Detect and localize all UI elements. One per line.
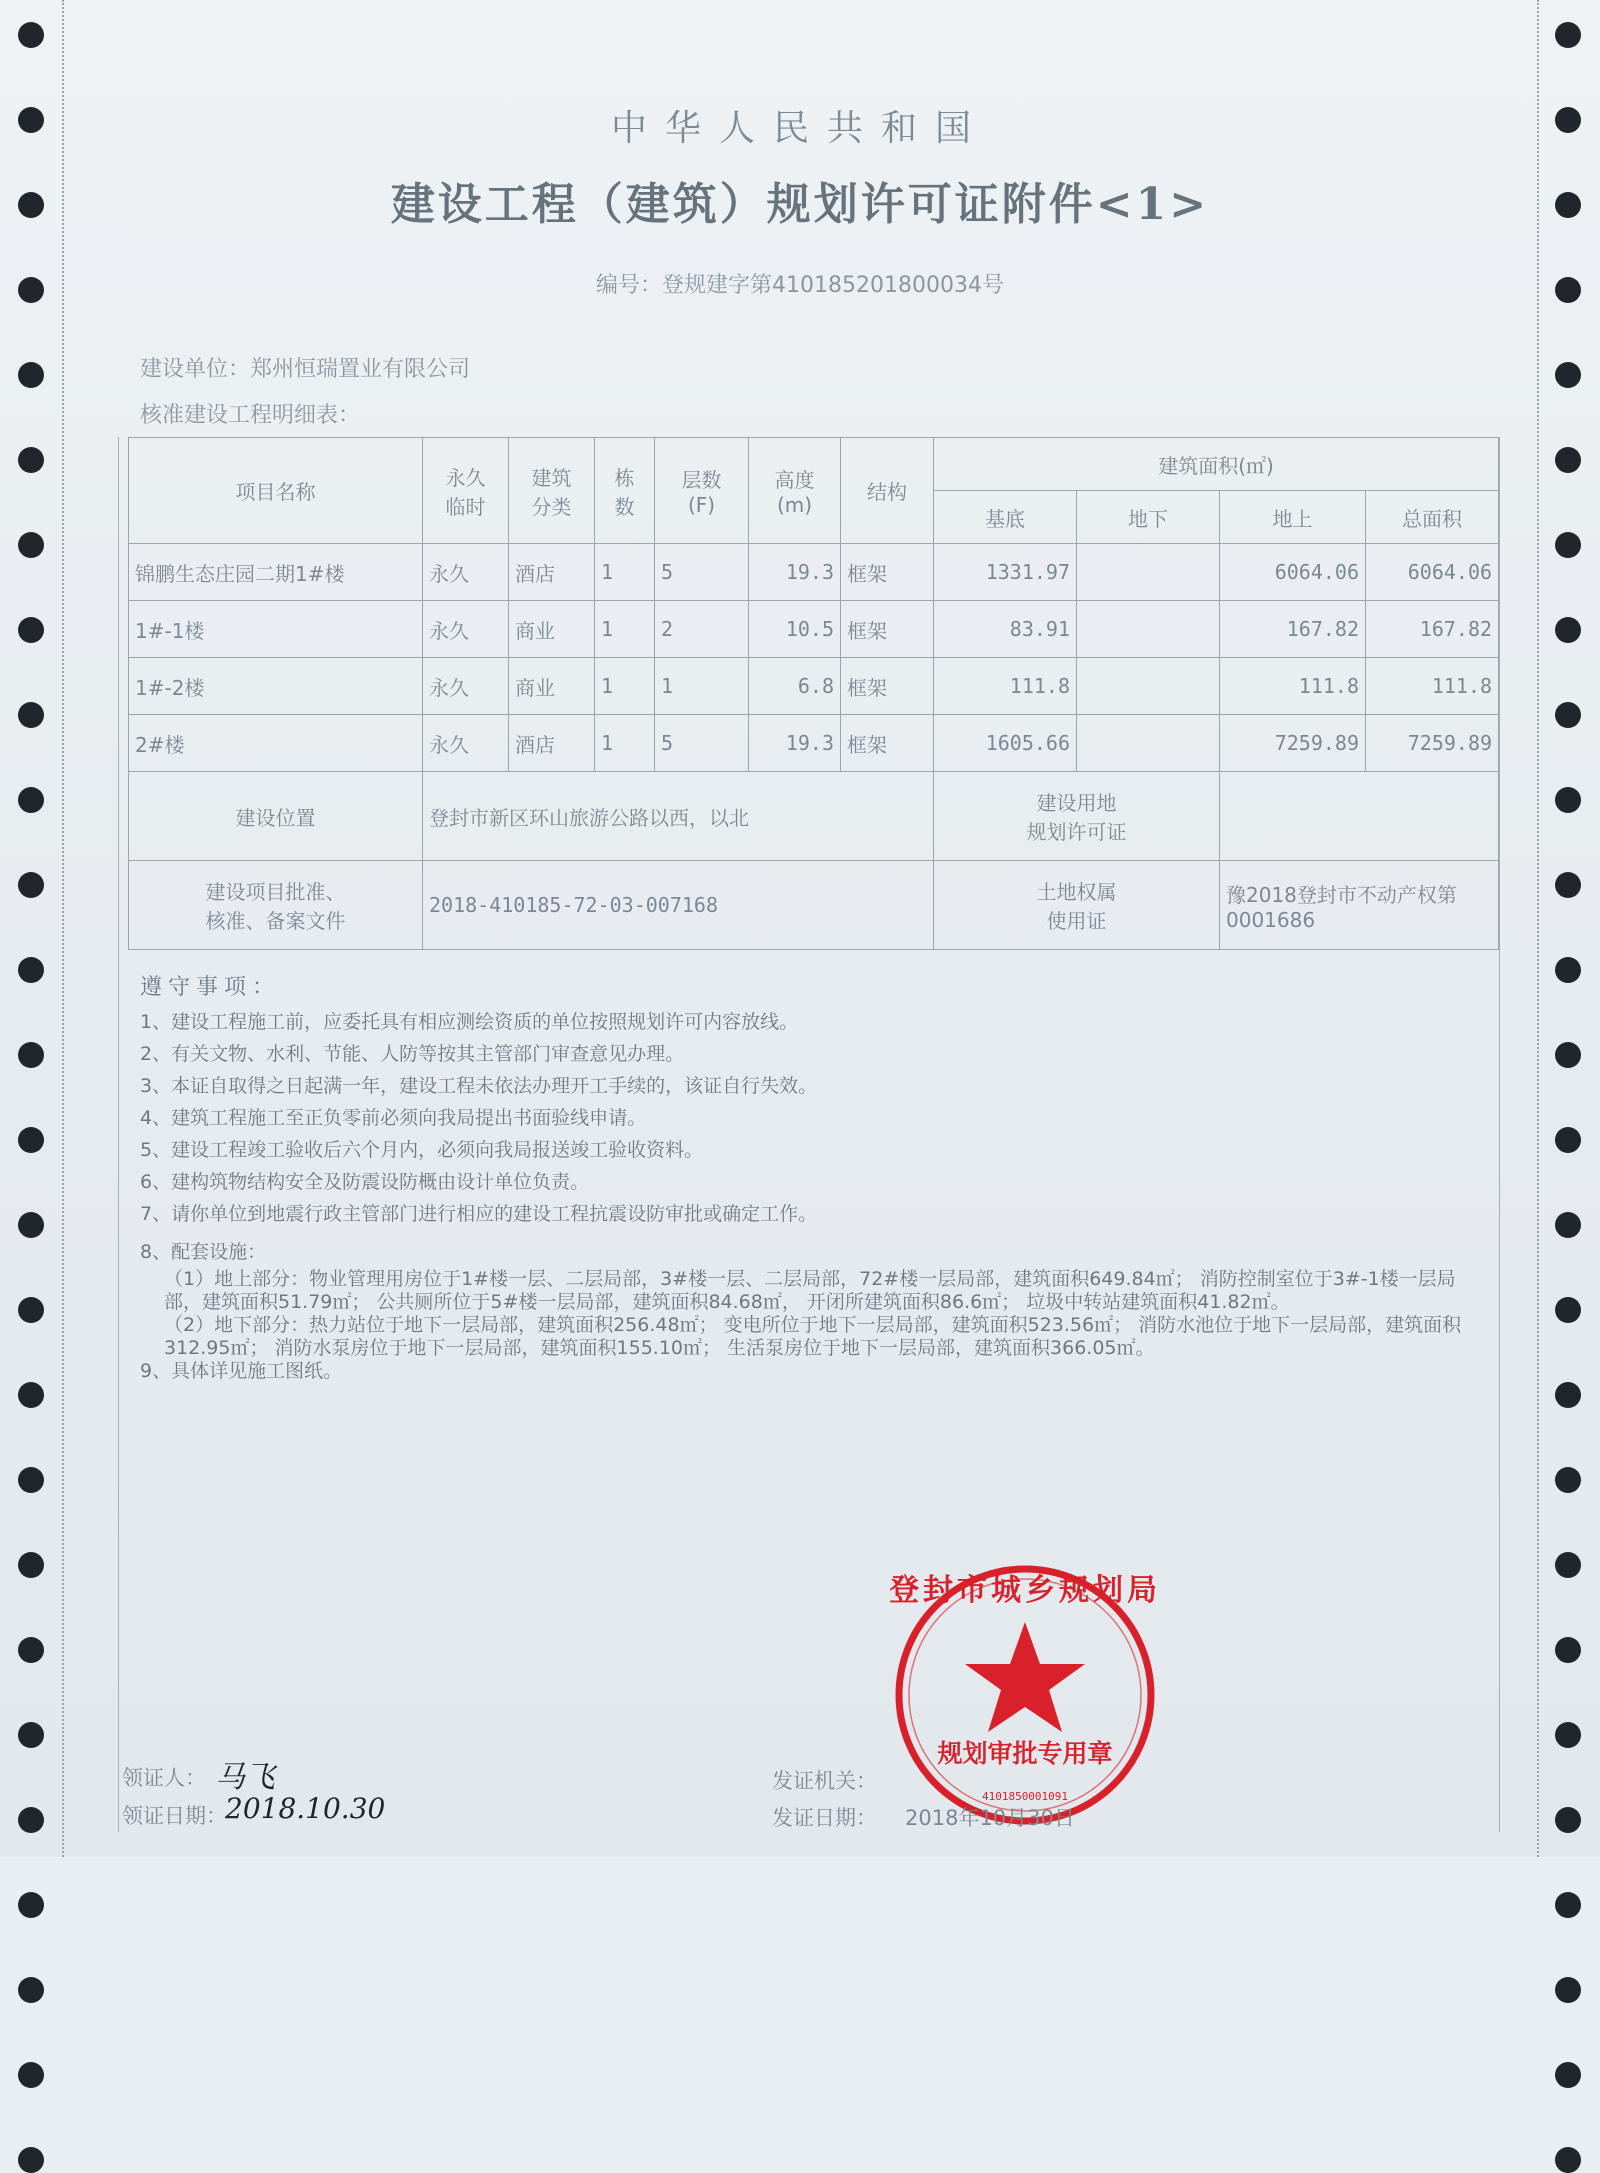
note-item-4: 4、建筑工程施工至正负零前必须向我局提出书面验线申请。 [140,1107,647,1129]
tractor-hole [18,872,44,898]
permit-number: 编号：登规建字第410185201800034号 [596,273,1004,298]
note-item-5: 5、建设工程竣工验收后六个月内，必须向我局报送竣工验收资料。 [140,1139,704,1161]
cell-base: 1331.97 [934,544,1077,601]
cell-above: 167.82 [1220,601,1366,658]
svg-text:规划审批专用章: 规划审批专用章 [937,1739,1113,1768]
note-item-2: 2、有关文物、水利、节能、人防等按其主管部门审查意见办理。 [140,1043,685,1065]
tractor-hole [1555,872,1581,898]
cell-floors: 5 [655,544,749,601]
cell-total: 6064.06 [1366,544,1499,601]
tractor-hole [18,1722,44,1748]
cell-height: 6.8 [749,658,841,715]
receiver-signature: 马飞 [215,1760,275,1795]
cell-struct: 框架 [841,658,934,715]
tractor-hole [1555,1042,1581,1068]
tractor-hole [18,1467,44,1493]
land-permit-value [1220,772,1499,861]
issuer-label: 发证机关： [772,1769,877,1793]
tractor-hole [1555,2147,1581,2173]
col-header-height: 高度 (m) [749,438,841,544]
cell-under [1077,715,1220,772]
cell-under [1077,601,1220,658]
construction-unit: 建设单位：郑州恒瑞置业有限公司 [140,357,471,382]
tractor-hole [18,22,44,48]
tractor-hole [18,702,44,728]
facilities-title: 8、配套设施： [140,1241,267,1263]
note-item-6: 6、建构筑物结构安全及防震设防概由设计单位负责。 [140,1171,590,1193]
cell-cat: 酒店 [509,544,595,601]
cell-cat: 酒店 [509,715,595,772]
location-value: 登封市新区环山旅游公路以西，以北 [423,772,934,861]
tractor-hole [18,787,44,813]
col-header-perm: 永久 临时 [423,438,509,544]
cell-total: 111.8 [1366,658,1499,715]
notes-title: 遵守事项： [140,975,281,1000]
tractor-hole [18,1807,44,1833]
tractor-hole [18,1552,44,1578]
tractor-hole [1555,1467,1581,1493]
col-header-above: 地上 [1220,491,1366,544]
cell-struct: 框架 [841,715,934,772]
tractor-hole [1555,1637,1581,1663]
tractor-hole [18,1042,44,1068]
land-cert-value: 豫2018登封市不动产权第 0001686 [1220,861,1499,950]
tractor-hole [18,1637,44,1663]
cell-struct: 框架 [841,544,934,601]
official-seal [890,1560,1160,1834]
issue-date: 2018年10月30日 [905,1806,1075,1830]
cell-height: 19.3 [749,544,841,601]
col-header-floors: 层数 (F) [655,438,749,544]
tractor-hole [1555,1382,1581,1408]
cell-total: 167.82 [1366,601,1499,658]
col-header-underground: 地下 [1077,491,1220,544]
cell-count: 1 [595,544,655,601]
tractor-hole [18,1127,44,1153]
cell-count: 1 [595,658,655,715]
receive-date-signature: 2018.10.30 [225,1792,386,1825]
table-row [129,715,1499,772]
tractor-hole [1555,702,1581,728]
tractor-hole [1555,957,1581,983]
tractor-hole [18,532,44,558]
svg-text:登封市城乡规划局: 登封市城乡规划局 [890,1573,1160,1608]
cell-cat: 商业 [509,601,595,658]
cell-perm: 永久 [423,658,509,715]
cell-floors: 1 [655,658,749,715]
tractor-hole [1555,447,1581,473]
cell-perm: 永久 [423,715,509,772]
table-row [129,658,1499,715]
tractor-hole [1555,1127,1581,1153]
col-header-total: 总面积 [1366,491,1499,544]
facilities-above: （1）地上部分：物业管理用房位于1#楼一层、二层局部，3#楼一层、二层局部，72#楼一层局部，建筑面积649.84㎡； 消防控制室位于3#-1楼一层局部，建筑面积51.79㎡； 公共厕所位于5#楼一层局部，建筑面积84.68㎡， 开闭所建筑面积86.6㎡； 垃圾中转站建筑面积41.82㎡。 [164,1268,1456,1313]
tractor-hole [1555,1722,1581,1748]
notes-section [140,972,1480,1383]
location-label: 建设位置 [129,772,423,861]
tractor-hole [1555,362,1581,388]
note-item-7: 7、请你单位到地震行政主管部门进行相应的建设工程抗震设防审批或确定工作。 [140,1203,818,1225]
tractor-hole [18,2147,44,2173]
tractor-hole [18,617,44,643]
tractor-hole [1555,22,1581,48]
issue-date-label: 发证日期： [772,1806,877,1830]
table-row [129,601,1499,658]
approval-value: 2018-410185-72-03-007168 [423,861,934,950]
cell-under [1077,544,1220,601]
tractor-hole [1555,617,1581,643]
tractor-hole [1555,1892,1581,1918]
cell-base: 1605.66 [934,715,1077,772]
cell-perm: 永久 [423,544,509,601]
tractor-hole [18,1212,44,1238]
cell-base: 83.91 [934,601,1077,658]
col-header-structure: 结构 [841,438,934,544]
tractor-hole [18,1892,44,1918]
col-header-area-group: 建筑面积(㎡) [934,438,1499,491]
svg-text:4101850001091: 4101850001091 [981,1790,1069,1803]
tractor-hole [1555,787,1581,813]
cell-name: 1#-1楼 [129,601,423,658]
country-title: 中华人民共和国 [610,108,989,149]
tractor-hole [1555,1297,1581,1323]
cell-under [1077,658,1220,715]
tractor-hole [1555,1552,1581,1578]
note-item-3: 3、本证自取得之日起满一年，建设工程未依法办理开工手续的，该证自行失效。 [140,1075,818,1097]
cell-count: 1 [595,601,655,658]
land-cert-label: 土地权属 使用证 [934,861,1220,950]
tractor-hole [1555,1977,1581,2003]
cell-above: 111.8 [1220,658,1366,715]
cell-name: 2#楼 [129,715,423,772]
tractor-hole [18,957,44,983]
tractor-hole [18,447,44,473]
facilities-below: （2）地下部分：热力站位于地下一层局部，建筑面积256.48㎡； 变电所位于地下一层局部，建筑面积523.56㎡； 消防水池位于地下一层局部，建筑面积312.95㎡； 消防水泵房位于地下一层局部，建筑面积155.10㎡； 生活泵房位于地下一层局部，建筑面积366.05㎡。 [164,1314,1462,1359]
cell-floors: 5 [655,715,749,772]
tractor-hole [1555,2062,1581,2088]
tractor-hole [18,1382,44,1408]
col-header-category: 建筑 分类 [509,438,595,544]
cell-count: 1 [595,715,655,772]
tractor-hole [1555,1807,1581,1833]
table-row [129,544,1499,601]
cell-height: 19.3 [749,715,841,772]
note-item-1: 1、建设工程施工前，应委托具有相应测绘资质的单位按照规划许可内容放线。 [140,1011,799,1033]
receive-date-label: 领证日期： [122,1804,227,1828]
cell-floors: 2 [655,601,749,658]
tractor-hole [1555,532,1581,558]
receiver-label: 领证人： [122,1766,206,1790]
land-permit-label: 建设用地 规划许可证 [934,772,1220,861]
cell-cat: 商业 [509,658,595,715]
tractor-hole [1555,1212,1581,1238]
cell-base: 111.8 [934,658,1077,715]
cell-struct: 框架 [841,601,934,658]
cell-above: 7259.89 [1220,715,1366,772]
approval-label: 建设项目批准、 核准、备案文件 [129,861,423,950]
cell-height: 10.5 [749,601,841,658]
cell-total: 7259.89 [1366,715,1499,772]
note-item-9: 9、具体详见施工图纸。 [140,1360,343,1382]
tractor-hole [18,2062,44,2088]
project-table [128,437,1499,950]
cell-above: 6064.06 [1220,544,1366,601]
cell-perm: 永久 [423,601,509,658]
col-header-base: 基底 [934,491,1077,544]
tractor-hole [18,1297,44,1323]
col-header-count: 栋 数 [595,438,655,544]
document-title: 建设工程（建筑）规划许可证附件<1> [390,179,1210,230]
tractor-hole [18,1977,44,2003]
table-caption: 核准建设工程明细表： [140,403,361,428]
col-header-name: 项目名称 [129,438,423,544]
tractor-hole [18,362,44,388]
cell-name: 1#-2楼 [129,658,423,715]
cell-name: 锦鹏生态庄园二期1#楼 [129,544,423,601]
